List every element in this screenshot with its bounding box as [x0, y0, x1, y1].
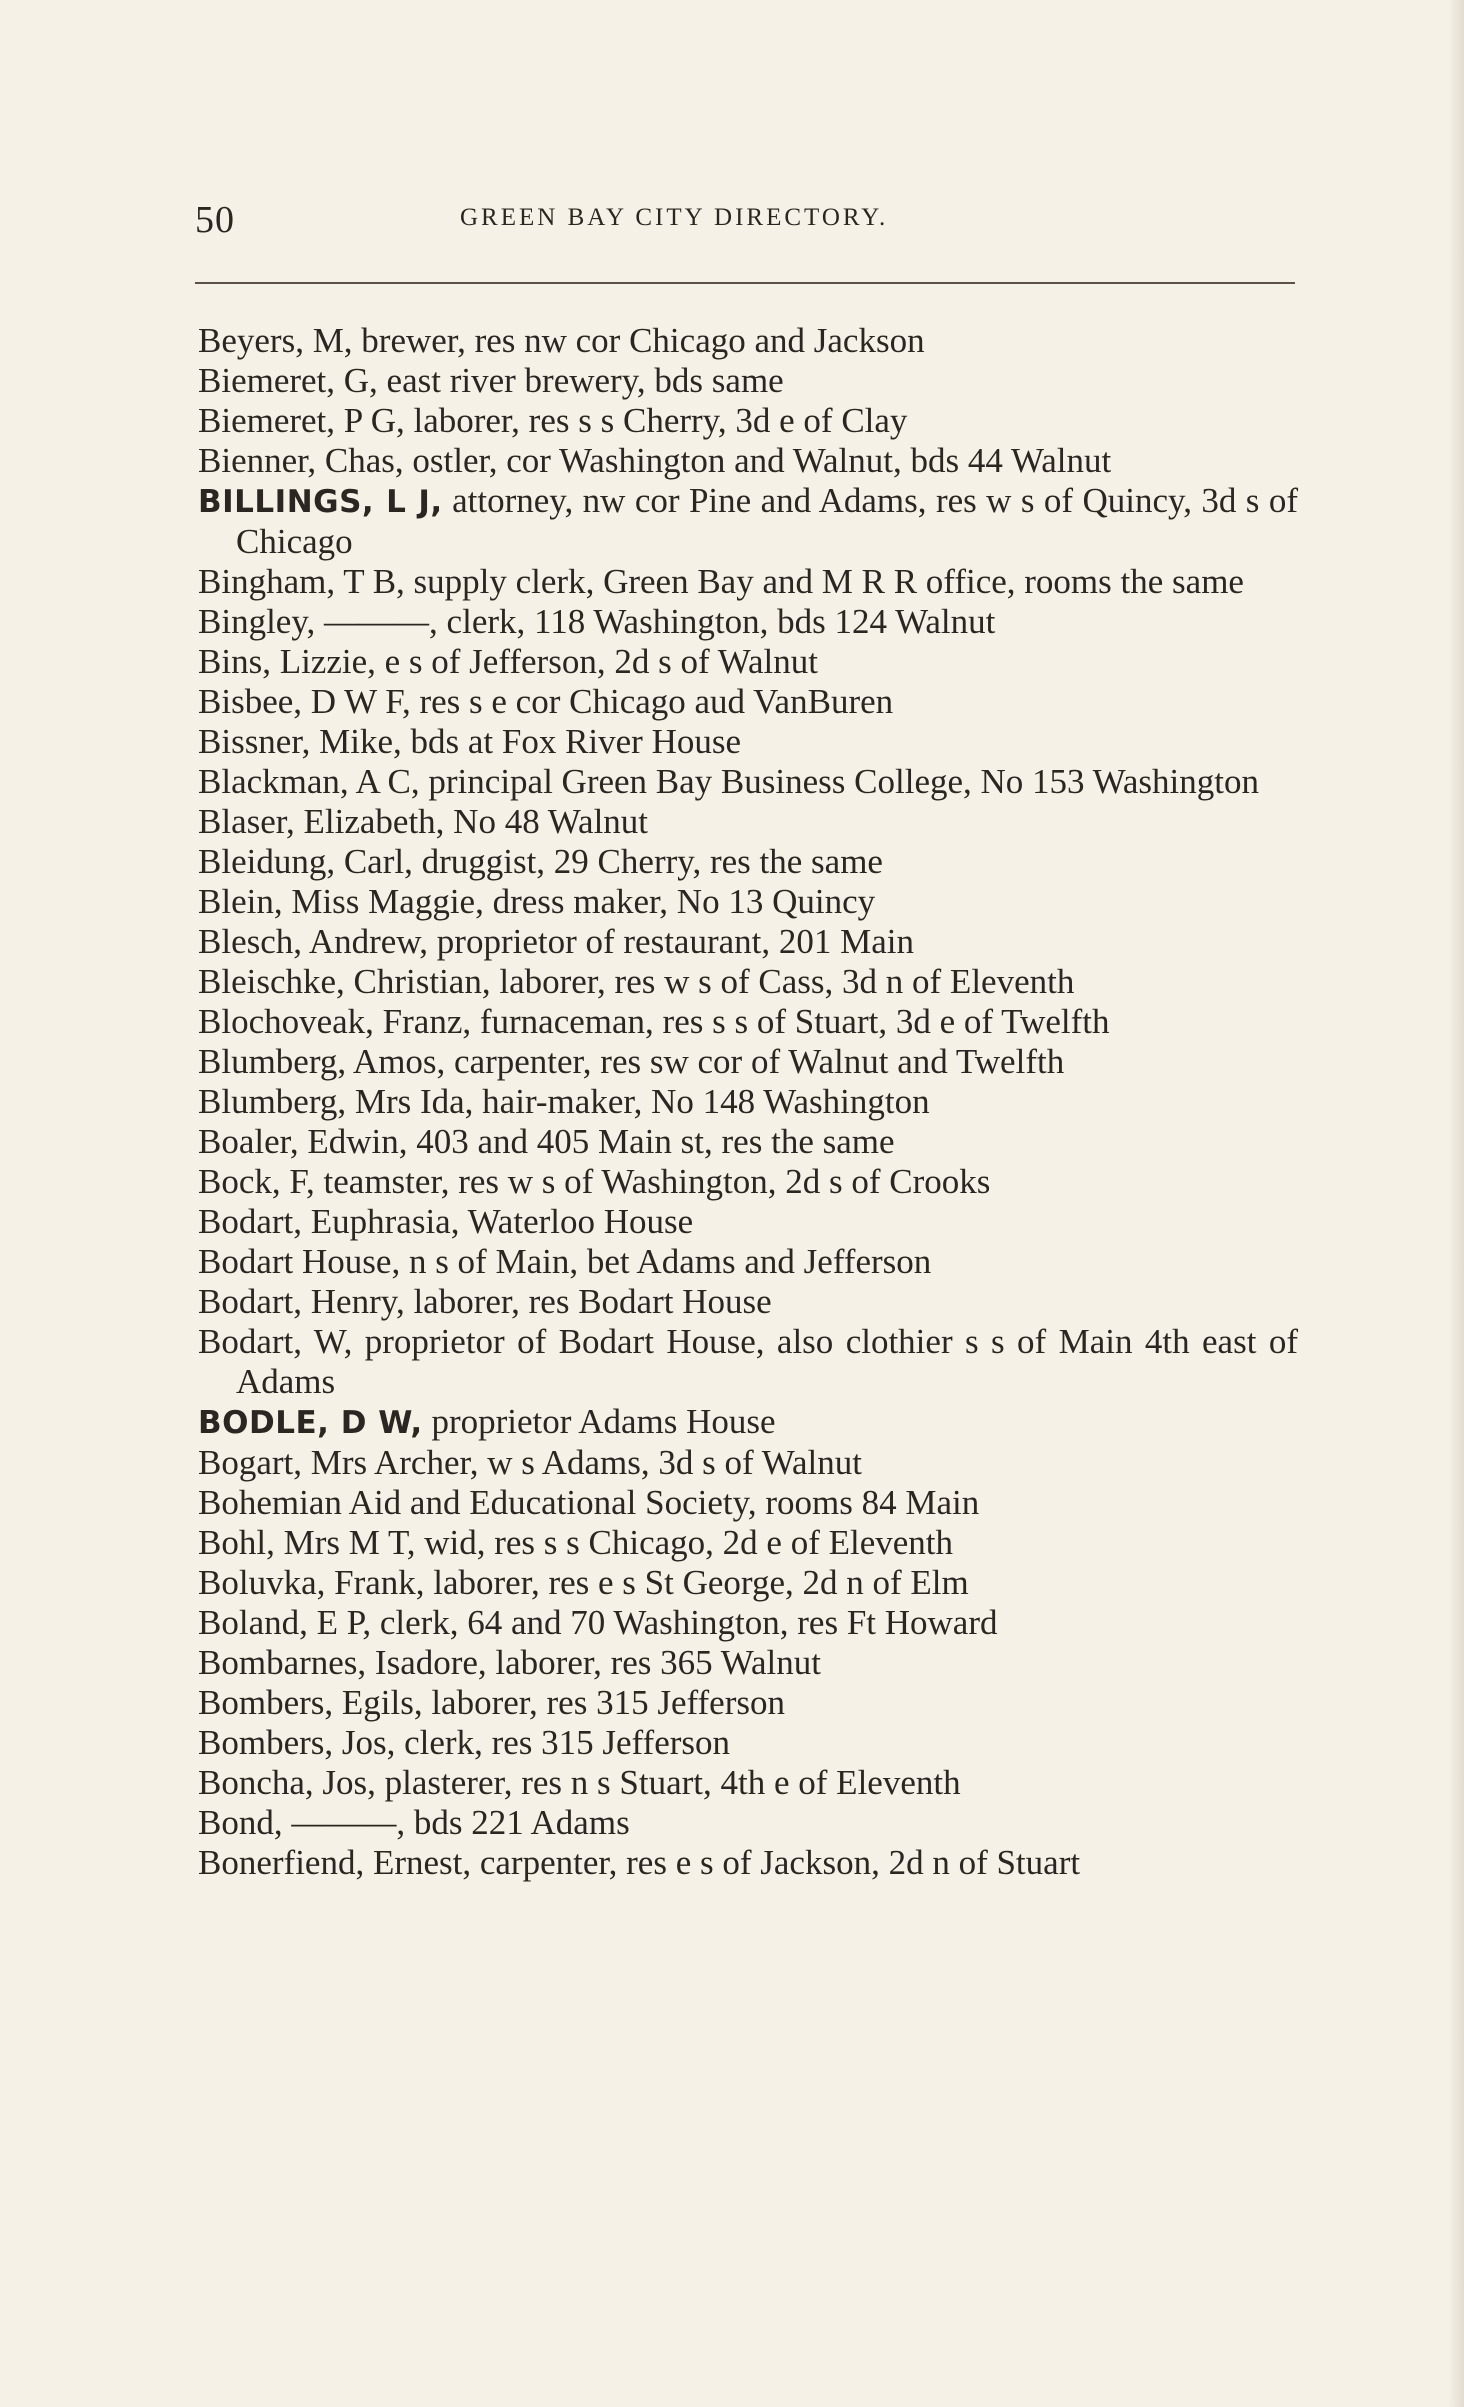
entry-text: Bodart House, n s of Main, bet Adams and Jefferson [198, 1242, 932, 1281]
directory-entry [198, 1843, 1298, 1883]
directory-entries [198, 321, 1298, 1883]
entry-text: Bleischke, Christian, laborer, res w s of Cass, 3d n of Eleventh [198, 962, 1075, 1001]
entry-text: Bienner, Chas, ostler, cor Washington and Walnut, bds 44 Walnut [198, 441, 1112, 480]
entry-text: Bingley, ———, clerk, 118 Washington, bds 124 Walnut [198, 602, 996, 641]
entry-text: Bisbee, D W F, res s e cor Chicago aud VanBuren [198, 682, 894, 721]
directory-entry [198, 842, 1298, 882]
directory-entry [198, 1483, 1298, 1523]
entry-text: Bodart, W, proprietor of Bodart House, also clothier s s of Main 4th east of Adams [198, 1322, 1298, 1401]
entry-text: Bins, Lizzie, e s of Jefferson, 2d s of Walnut [198, 642, 818, 681]
directory-entry [198, 642, 1298, 682]
directory-entry [198, 1202, 1298, 1242]
directory-entry [198, 1402, 1298, 1443]
entry-text: Beyers, M, brewer, res nw cor Chicago and Jackson [198, 321, 925, 360]
entry-text: Bombers, Egils, laborer, res 315 Jefferson [198, 1683, 785, 1722]
entry-text: Biemeret, P G, laborer, res s s Cherry, 3d e of Clay [198, 401, 908, 440]
entry-text: Bogart, Mrs Archer, w s Adams, 3d s of Walnut [198, 1443, 862, 1482]
directory-entry [198, 682, 1298, 722]
entry-text: Biemeret, G, east river brewery, bds same [198, 361, 784, 400]
directory-entry [198, 1683, 1298, 1723]
directory-entry [198, 762, 1298, 802]
directory-entry [198, 1723, 1298, 1763]
directory-entry [198, 1443, 1298, 1483]
directory-entry [198, 602, 1298, 642]
entry-text: Bingham, T B, supply clerk, Green Bay and M R R office, rooms the same [198, 562, 1244, 601]
entry-text: Bombarnes, Isadore, laborer, res 365 Walnut [198, 1643, 822, 1682]
entry-text: Blein, Miss Maggie, dress maker, No 13 Quincy [198, 882, 876, 921]
directory-entry [198, 1523, 1298, 1563]
directory-entry [198, 481, 1298, 562]
entry-text: Boland, E P, clerk, 64 and 70 Washington, res Ft Howard [198, 1603, 998, 1642]
directory-entry [198, 1082, 1298, 1122]
page-header [195, 198, 1295, 248]
entry-text: Blochoveak, Franz, furnaceman, res s s of Stuart, 3d e of Twelfth [198, 1002, 1110, 1041]
directory-entry [198, 1282, 1298, 1322]
entry-bold-name: BILLINGS, L J, [198, 484, 443, 520]
entry-text: Blaser, Elizabeth, No 48 Walnut [198, 802, 649, 841]
entry-text: Bond, ———, bds 221 Adams [198, 1803, 630, 1842]
directory-entry [198, 802, 1298, 842]
entry-text: Blumberg, Mrs Ida, hair-maker, No 148 Washington [198, 1082, 930, 1121]
directory-entry [198, 882, 1298, 922]
entry-text: Boncha, Jos, plasterer, res n s Stuart, 4th e of Eleventh [198, 1763, 961, 1802]
directory-entry [198, 1603, 1298, 1643]
entry-text: Bock, F, teamster, res w s of Washington, 2d s of Crooks [198, 1162, 991, 1201]
directory-entry [198, 1563, 1298, 1603]
entry-text: Blesch, Andrew, proprietor of restaurant, 201 Main [198, 922, 915, 961]
entry-text: Boluvka, Frank, laborer, res e s St George, 2d n of Elm [198, 1563, 969, 1602]
directory-entry [198, 562, 1298, 602]
entry-text: Bonerfiend, Ernest, carpenter, res e s of Jackson, 2d n of Stuart [198, 1843, 1081, 1882]
directory-entry [198, 401, 1298, 441]
running-head: GREEN BAY CITY DIRECTORY. [460, 204, 889, 231]
entry-text: Bohemian Aid and Educational Society, rooms 84 Main [198, 1483, 980, 1522]
entry-text: Blackman, A C, principal Green Bay Business College, No 153 Washington [198, 762, 1259, 801]
directory-entry [198, 441, 1298, 481]
entry-text: Boaler, Edwin, 403 and 405 Main st, res the same [198, 1122, 895, 1161]
directory-entry [198, 1122, 1298, 1162]
page-edge-shadow [1448, 0, 1464, 2407]
directory-entry [198, 962, 1298, 1002]
directory-entry [198, 321, 1298, 361]
entry-text: proprietor Adams House [422, 1402, 776, 1441]
directory-entry [198, 1242, 1298, 1282]
directory-entry [198, 1162, 1298, 1202]
directory-entry [198, 361, 1298, 401]
entry-text: Bodart, Euphrasia, Waterloo House [198, 1202, 694, 1241]
directory-entry [198, 1322, 1298, 1402]
directory-entry [198, 1042, 1298, 1082]
directory-entry [198, 1803, 1298, 1843]
entry-text: Blumberg, Amos, carpenter, res sw cor of Walnut and Twelfth [198, 1042, 1065, 1081]
directory-entry [198, 1643, 1298, 1683]
entry-text: Bodart, Henry, laborer, res Bodart House [198, 1282, 772, 1321]
entry-text: Bissner, Mike, bds at Fox River House [198, 722, 742, 761]
entry-text: Bohl, Mrs M T, wid, res s s Chicago, 2d e of Eleventh [198, 1523, 954, 1562]
entry-text: Bombers, Jos, clerk, res 315 Jefferson [198, 1723, 731, 1762]
directory-entry [198, 922, 1298, 962]
header-rule [195, 282, 1295, 284]
directory-entry [198, 1763, 1298, 1803]
entry-text: Bleidung, Carl, druggist, 29 Cherry, res the same [198, 842, 883, 881]
page-number: 50 [195, 199, 235, 241]
directory-entry [198, 722, 1298, 762]
entry-bold-name: BODLE, D W, [198, 1405, 423, 1441]
directory-entry [198, 1002, 1298, 1042]
entry-text: attorney, nw cor Pine and Adams, res w s of Quincy, 3d s of Chicago [236, 481, 1298, 561]
